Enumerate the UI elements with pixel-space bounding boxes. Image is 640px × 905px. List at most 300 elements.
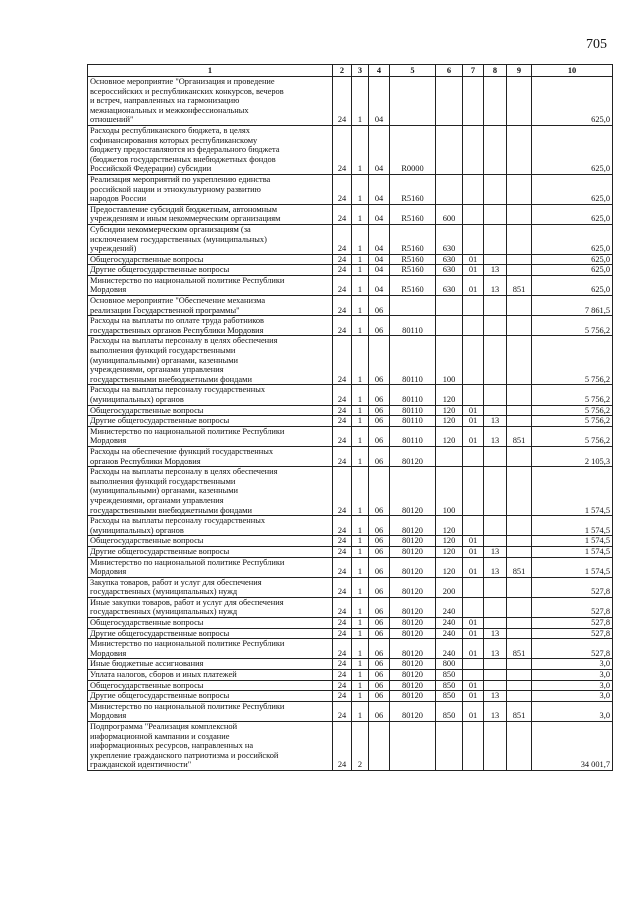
- cell-target-article: R5160: [390, 275, 436, 295]
- cell-target-article: 80120: [390, 467, 436, 516]
- cell-amount: 5 756,2: [532, 416, 613, 427]
- cell-subprogram: 06: [369, 296, 390, 316]
- cell-section: 01: [463, 405, 484, 416]
- cell-expense-type: 800: [436, 659, 463, 670]
- cell-subprogram: [369, 722, 390, 771]
- cell-expense-type: [436, 316, 463, 336]
- table-row: [88, 224, 613, 254]
- cell-subsection: 13: [484, 628, 507, 639]
- cell-subprogram: 04: [369, 265, 390, 276]
- cell-department: [507, 405, 532, 416]
- cell-target-article: 80120: [390, 546, 436, 557]
- cell-department: [507, 316, 532, 336]
- cell-subprogram: 06: [369, 701, 390, 721]
- cell-subsection: 13: [484, 265, 507, 276]
- cell-section: [463, 722, 484, 771]
- cell-amount: 1 574,5: [532, 467, 613, 516]
- table-row: [88, 316, 613, 336]
- cell-subprogram: 06: [369, 670, 390, 681]
- row-description: Иные закупки товаров, работ и услуг для обеспечения государственных (муниципальных) нужд: [88, 597, 333, 617]
- cell-target-article: R5160: [390, 174, 436, 204]
- cell-program: 1: [352, 516, 369, 536]
- cell-amount: 5 756,2: [532, 336, 613, 385]
- cell-subprogram: 04: [369, 204, 390, 224]
- cell-subsection: [484, 204, 507, 224]
- cell-department: [507, 546, 532, 557]
- cell-program: 1: [352, 416, 369, 427]
- row-description: Другие общегосударственные вопросы: [88, 628, 333, 639]
- cell-section: 01: [463, 416, 484, 427]
- cell-department: 851: [507, 639, 532, 659]
- cell-section: [463, 296, 484, 316]
- cell-subprogram: 06: [369, 618, 390, 629]
- cell-ministry-code: 24: [333, 416, 352, 427]
- cell-ministry-code: 24: [333, 426, 352, 446]
- cell-ministry-code: 24: [333, 265, 352, 276]
- row-description: Министерство по национальной политике Республики Мордовия: [88, 557, 333, 577]
- cell-ministry-code: 24: [333, 659, 352, 670]
- cell-program: 1: [352, 446, 369, 466]
- table-row: [88, 125, 613, 174]
- cell-expense-type: [436, 446, 463, 466]
- cell-amount: 5 756,2: [532, 316, 613, 336]
- cell-subprogram: 04: [369, 77, 390, 126]
- table-row: [88, 670, 613, 681]
- cell-subsection: [484, 336, 507, 385]
- row-description: Другие общегосударственные вопросы: [88, 546, 333, 557]
- column-header: 1: [88, 65, 333, 77]
- cell-expense-type: 630: [436, 254, 463, 265]
- cell-department: [507, 597, 532, 617]
- cell-program: 1: [352, 77, 369, 126]
- cell-expense-type: 120: [436, 416, 463, 427]
- cell-expense-type: 120: [436, 546, 463, 557]
- cell-ministry-code: 24: [333, 77, 352, 126]
- cell-ministry-code: 24: [333, 536, 352, 547]
- row-description: Министерство по национальной политике Республики Мордовия: [88, 639, 333, 659]
- cell-department: [507, 628, 532, 639]
- cell-amount: 5 756,2: [532, 385, 613, 405]
- cell-target-article: 80110: [390, 336, 436, 385]
- cell-section: [463, 446, 484, 466]
- cell-department: [507, 204, 532, 224]
- cell-target-article: 80110: [390, 416, 436, 427]
- table-row: [88, 174, 613, 204]
- row-description: Реализация мероприятий по укреплению единства российской нации и этнокультурному развитию народов России: [88, 174, 333, 204]
- cell-amount: 625,0: [532, 125, 613, 174]
- cell-expense-type: 850: [436, 680, 463, 691]
- cell-subprogram: 06: [369, 639, 390, 659]
- cell-section: [463, 467, 484, 516]
- cell-amount: 625,0: [532, 265, 613, 276]
- page-number: 705: [586, 37, 607, 52]
- table-row: [88, 722, 613, 771]
- table-row: [88, 254, 613, 265]
- cell-amount: 5 756,2: [532, 405, 613, 416]
- cell-expense-type: 120: [436, 385, 463, 405]
- cell-ministry-code: 24: [333, 557, 352, 577]
- row-description: Расходы на обеспечение функций государственных органов Республики Мордовия: [88, 446, 333, 466]
- cell-program: 1: [352, 628, 369, 639]
- cell-subsection: [484, 254, 507, 265]
- cell-department: [507, 174, 532, 204]
- cell-target-article: R5160: [390, 265, 436, 276]
- cell-target-article: 80120: [390, 628, 436, 639]
- cell-department: [507, 77, 532, 126]
- cell-target-article: 80120: [390, 577, 436, 597]
- cell-program: 1: [352, 426, 369, 446]
- cell-expense-type: 630: [436, 275, 463, 295]
- cell-amount: 625,0: [532, 275, 613, 295]
- cell-department: [507, 659, 532, 670]
- cell-subsection: 13: [484, 546, 507, 557]
- cell-expense-type: [436, 77, 463, 126]
- cell-department: [507, 416, 532, 427]
- cell-ministry-code: 24: [333, 639, 352, 659]
- cell-subsection: 13: [484, 701, 507, 721]
- cell-ministry-code: 24: [333, 618, 352, 629]
- cell-target-article: [390, 77, 436, 126]
- cell-expense-type: [436, 174, 463, 204]
- cell-section: 01: [463, 254, 484, 265]
- cell-amount: 625,0: [532, 254, 613, 265]
- cell-target-article: 80110: [390, 385, 436, 405]
- cell-subsection: [484, 125, 507, 174]
- row-description: Общегосударственные вопросы: [88, 254, 333, 265]
- cell-expense-type: 850: [436, 691, 463, 702]
- cell-department: [507, 224, 532, 254]
- cell-subprogram: 06: [369, 546, 390, 557]
- cell-amount: 1 574,5: [532, 536, 613, 547]
- cell-target-article: [390, 296, 436, 316]
- table-row: [88, 446, 613, 466]
- column-header: 10: [532, 65, 613, 77]
- cell-department: 851: [507, 275, 532, 295]
- cell-subprogram: 06: [369, 336, 390, 385]
- row-description: Общегосударственные вопросы: [88, 618, 333, 629]
- cell-program: 1: [352, 691, 369, 702]
- cell-program: 1: [352, 174, 369, 204]
- cell-program: 1: [352, 577, 369, 597]
- cell-subsection: [484, 618, 507, 629]
- cell-subprogram: 06: [369, 628, 390, 639]
- cell-subsection: [484, 296, 507, 316]
- row-description: Расходы на выплаты персоналу в целях обеспечения выполнения функций государственными (муниципальными) органами, казенными учреждениями, органами управления государственными внебюджетными фондами: [88, 336, 333, 385]
- row-description: Субсидии некоммерческим организациям (за исключением государственных (муниципальных) учреждений): [88, 224, 333, 254]
- cell-ministry-code: 24: [333, 546, 352, 557]
- row-description: Уплата налогов, сборов и иных платежей: [88, 670, 333, 681]
- cell-target-article: 80110: [390, 426, 436, 446]
- cell-ministry-code: 24: [333, 446, 352, 466]
- cell-amount: 625,0: [532, 224, 613, 254]
- cell-amount: 34 001,7: [532, 722, 613, 771]
- cell-subsection: 13: [484, 426, 507, 446]
- cell-department: [507, 516, 532, 536]
- row-description: Закупка товаров, работ и услуг для обеспечения государственных (муниципальных) нужд: [88, 577, 333, 597]
- cell-expense-type: 120: [436, 405, 463, 416]
- cell-subprogram: 06: [369, 426, 390, 446]
- cell-department: [507, 618, 532, 629]
- table-row: [88, 536, 613, 547]
- cell-expense-type: 120: [436, 516, 463, 536]
- cell-section: [463, 204, 484, 224]
- cell-ministry-code: 24: [333, 516, 352, 536]
- cell-expense-type: 240: [436, 597, 463, 617]
- cell-subsection: 13: [484, 416, 507, 427]
- cell-subprogram: 04: [369, 174, 390, 204]
- cell-expense-type: 120: [436, 426, 463, 446]
- cell-section: 01: [463, 701, 484, 721]
- cell-target-article: R5160: [390, 224, 436, 254]
- table-row: [88, 577, 613, 597]
- row-description: Общегосударственные вопросы: [88, 536, 333, 547]
- cell-section: 01: [463, 639, 484, 659]
- cell-department: [507, 467, 532, 516]
- table-row: [88, 77, 613, 126]
- cell-ministry-code: 24: [333, 125, 352, 174]
- cell-amount: 527,8: [532, 577, 613, 597]
- row-description: Расходы на выплаты персоналу государственных (муниципальных) органов: [88, 516, 333, 536]
- table-row: [88, 516, 613, 536]
- budget-table: [87, 64, 613, 771]
- cell-subprogram: 06: [369, 446, 390, 466]
- cell-section: 01: [463, 691, 484, 702]
- cell-subprogram: 06: [369, 536, 390, 547]
- row-description: Подпрограмма "Реализация комплексной информационной кампании и создание информационных ресурсов, направленных на укрепление гражданского патриотизма и российской гражданской идентичности": [88, 722, 333, 771]
- cell-ministry-code: 24: [333, 701, 352, 721]
- row-description: Общегосударственные вопросы: [88, 680, 333, 691]
- cell-amount: 3,0: [532, 670, 613, 681]
- cell-subprogram: 04: [369, 275, 390, 295]
- cell-department: [507, 536, 532, 547]
- cell-ministry-code: 24: [333, 405, 352, 416]
- cell-department: 851: [507, 426, 532, 446]
- cell-program: 1: [352, 701, 369, 721]
- table-row: [88, 659, 613, 670]
- cell-program: 1: [352, 557, 369, 577]
- cell-subsection: [484, 467, 507, 516]
- cell-target-article: [390, 722, 436, 771]
- cell-expense-type: 100: [436, 467, 463, 516]
- cell-subsection: 13: [484, 557, 507, 577]
- cell-amount: 527,8: [532, 639, 613, 659]
- table-row: [88, 204, 613, 224]
- cell-ministry-code: 24: [333, 577, 352, 597]
- table-header-row: [88, 65, 613, 77]
- row-description: Расходы на выплаты персоналу государственных (муниципальных) органов: [88, 385, 333, 405]
- cell-subprogram: 06: [369, 316, 390, 336]
- cell-target-article: 80110: [390, 316, 436, 336]
- table-row: [88, 405, 613, 416]
- row-description: Министерство по национальной политике Республики Мордовия: [88, 701, 333, 721]
- column-header: 4: [369, 65, 390, 77]
- cell-department: [507, 385, 532, 405]
- cell-subprogram: 06: [369, 659, 390, 670]
- cell-target-article: 80120: [390, 597, 436, 617]
- cell-department: [507, 265, 532, 276]
- cell-subprogram: 06: [369, 557, 390, 577]
- cell-amount: 1 574,5: [532, 546, 613, 557]
- cell-program: 1: [352, 296, 369, 316]
- cell-amount: 3,0: [532, 691, 613, 702]
- cell-department: [507, 670, 532, 681]
- cell-expense-type: 200: [436, 577, 463, 597]
- table-row: [88, 557, 613, 577]
- cell-program: 1: [352, 639, 369, 659]
- cell-target-article: 80120: [390, 659, 436, 670]
- table-row: [88, 275, 613, 295]
- cell-expense-type: 240: [436, 628, 463, 639]
- cell-section: 01: [463, 680, 484, 691]
- cell-program: 1: [352, 385, 369, 405]
- cell-target-article: 80120: [390, 557, 436, 577]
- row-description: Предоставление субсидий бюджетным, автономным учреждениям и иным некоммерческим организациям: [88, 204, 333, 224]
- cell-department: [507, 680, 532, 691]
- column-header: 2: [333, 65, 352, 77]
- cell-subsection: [484, 405, 507, 416]
- table-row: [88, 618, 613, 629]
- cell-program: 1: [352, 125, 369, 174]
- cell-expense-type: 600: [436, 204, 463, 224]
- cell-amount: 625,0: [532, 174, 613, 204]
- cell-ministry-code: 24: [333, 628, 352, 639]
- cell-program: 1: [352, 597, 369, 617]
- cell-target-article: R5160: [390, 204, 436, 224]
- cell-expense-type: 630: [436, 265, 463, 276]
- cell-section: [463, 659, 484, 670]
- cell-program: 1: [352, 680, 369, 691]
- cell-ministry-code: 24: [333, 316, 352, 336]
- cell-program: 1: [352, 275, 369, 295]
- cell-program: 1: [352, 670, 369, 681]
- column-header: 3: [352, 65, 369, 77]
- cell-department: 851: [507, 557, 532, 577]
- cell-program: 1: [352, 659, 369, 670]
- cell-target-article: 80120: [390, 691, 436, 702]
- table-row: [88, 680, 613, 691]
- cell-expense-type: 120: [436, 557, 463, 577]
- cell-department: [507, 722, 532, 771]
- cell-amount: 1 574,5: [532, 557, 613, 577]
- cell-amount: 3,0: [532, 701, 613, 721]
- column-header: 9: [507, 65, 532, 77]
- cell-department: 851: [507, 701, 532, 721]
- table-body: [88, 77, 613, 771]
- cell-expense-type: 850: [436, 670, 463, 681]
- cell-target-article: R5160: [390, 254, 436, 265]
- cell-program: 1: [352, 204, 369, 224]
- cell-subsection: 13: [484, 639, 507, 659]
- cell-section: 01: [463, 265, 484, 276]
- cell-subsection: [484, 670, 507, 681]
- cell-target-article: 80120: [390, 639, 436, 659]
- row-description: Расходы на выплаты по оплате труда работников государственных органов Республики Мордовия: [88, 316, 333, 336]
- cell-target-article: 80120: [390, 516, 436, 536]
- cell-ministry-code: 24: [333, 336, 352, 385]
- table-row: [88, 336, 613, 385]
- cell-subsection: [484, 385, 507, 405]
- cell-section: [463, 174, 484, 204]
- row-description: Основное мероприятие "Организация и проведение всероссийских и республиканских конкурсов, вечеров и встреч, направленных на гармонизацию межнациональных и межконфессиональных отношений": [88, 77, 333, 126]
- cell-amount: 527,8: [532, 628, 613, 639]
- table-row: [88, 426, 613, 446]
- cell-department: [507, 125, 532, 174]
- cell-ministry-code: 24: [333, 680, 352, 691]
- row-description: Министерство по национальной политике Республики Мордовия: [88, 426, 333, 446]
- column-header: 6: [436, 65, 463, 77]
- cell-subprogram: 06: [369, 691, 390, 702]
- column-header: 5: [390, 65, 436, 77]
- cell-target-article: 80120: [390, 701, 436, 721]
- cell-subprogram: 04: [369, 224, 390, 254]
- table-row: [88, 639, 613, 659]
- cell-program: 1: [352, 405, 369, 416]
- cell-expense-type: 120: [436, 536, 463, 547]
- cell-subsection: [484, 316, 507, 336]
- cell-section: [463, 577, 484, 597]
- cell-section: 01: [463, 275, 484, 295]
- cell-amount: 625,0: [532, 77, 613, 126]
- cell-subsection: [484, 224, 507, 254]
- cell-program: 1: [352, 467, 369, 516]
- table-row: [88, 265, 613, 276]
- cell-target-article: 80120: [390, 618, 436, 629]
- cell-subprogram: 06: [369, 385, 390, 405]
- table-row: [88, 296, 613, 316]
- cell-subsection: [484, 597, 507, 617]
- cell-section: [463, 125, 484, 174]
- cell-expense-type: [436, 125, 463, 174]
- cell-program: 1: [352, 546, 369, 557]
- cell-target-article: 80110: [390, 405, 436, 416]
- cell-section: [463, 516, 484, 536]
- table-row: [88, 597, 613, 617]
- cell-section: [463, 224, 484, 254]
- row-description: Другие общегосударственные вопросы: [88, 265, 333, 276]
- cell-ministry-code: 24: [333, 254, 352, 265]
- cell-program: 1: [352, 316, 369, 336]
- cell-ministry-code: 24: [333, 174, 352, 204]
- cell-program: 1: [352, 224, 369, 254]
- cell-target-article: 80120: [390, 680, 436, 691]
- cell-department: [507, 254, 532, 265]
- table-row: [88, 385, 613, 405]
- table-row: [88, 546, 613, 557]
- cell-section: [463, 316, 484, 336]
- cell-subsection: [484, 174, 507, 204]
- cell-section: [463, 385, 484, 405]
- cell-amount: 2 105,3: [532, 446, 613, 466]
- cell-ministry-code: 24: [333, 722, 352, 771]
- cell-ministry-code: 24: [333, 467, 352, 516]
- row-description: Другие общегосударственные вопросы: [88, 416, 333, 427]
- cell-amount: 527,8: [532, 597, 613, 617]
- cell-amount: 3,0: [532, 659, 613, 670]
- cell-section: 01: [463, 536, 484, 547]
- cell-ministry-code: 24: [333, 275, 352, 295]
- cell-section: 01: [463, 618, 484, 629]
- cell-ministry-code: 24: [333, 224, 352, 254]
- cell-section: [463, 77, 484, 126]
- cell-ministry-code: 24: [333, 670, 352, 681]
- cell-expense-type: 100: [436, 336, 463, 385]
- row-description: Иные бюджетные ассигнования: [88, 659, 333, 670]
- cell-target-article: 80120: [390, 670, 436, 681]
- cell-subsection: [484, 577, 507, 597]
- cell-section: 01: [463, 546, 484, 557]
- table-row: [88, 467, 613, 516]
- cell-amount: 625,0: [532, 204, 613, 224]
